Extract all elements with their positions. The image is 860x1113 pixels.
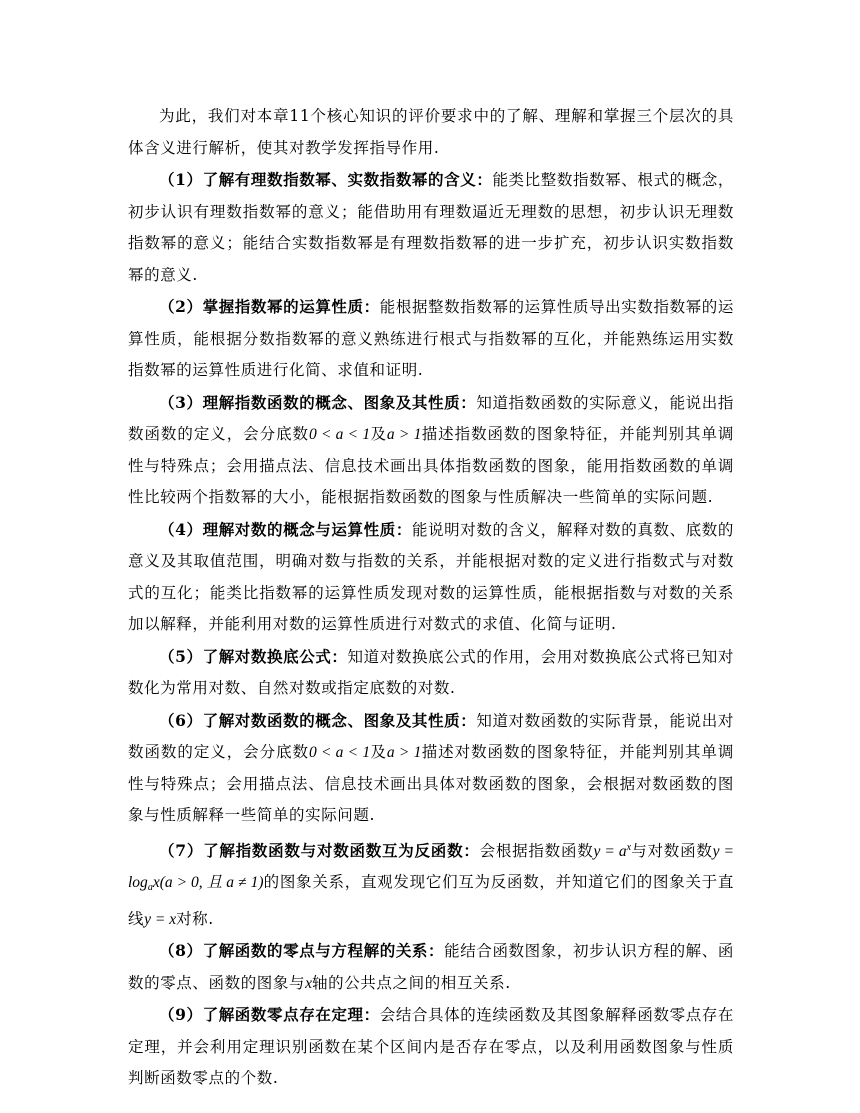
- item-1-heading: （1）了解有理数指数幂、实数指数幂的含义：: [159, 170, 493, 189]
- item-3-body-before: 知道指数函数的实际意义，能说出指数函数的定义，会分底数: [128, 393, 734, 443]
- item-7-text-3: 的图象关系，直观发现它们互为反函数，并知道它们的图象关于直线: [128, 873, 734, 928]
- item-8-body-before: 能结合函数图象，初步认识方程的解、函数的零点、函数的图象与: [128, 942, 734, 992]
- item-8-body-after: 轴的公共点之间的相互关系.: [312, 973, 511, 992]
- item-9-paragraph: [128, 999, 734, 1095]
- item-5-body: 知道对数换底公式的作用，会用对数换底公式将已知对数化为常用对数、自然对数或指定底数的对数.: [128, 647, 734, 697]
- item-7-text-2: 与对数函数: [631, 841, 713, 860]
- item-3-paragraph: [128, 387, 734, 514]
- line-equation: y = x: [144, 910, 177, 928]
- item-6-paragraph: [128, 705, 734, 832]
- item-4-body: 能说明对数的含义，解释对数的真数、底数的意义及其取值范围，明确对数与指数的关系，并能根据对数的定义进行指数式与对数式的互化；能类比指数幂的运算性质发现对数的运算性质，能根据指数与对数的关系加以解释，并能利用对数的运算性质进行对数式的求值、化简与证明.: [128, 520, 734, 633]
- item-9-body: 会结合具体的连续函数及其图象解释函数零点存在定理，并会利用定理识别函数在某个区间内是否存在零点，以及利用函数图象与性质判断函数零点的个数.: [128, 1006, 735, 1087]
- item-2-heading: （2）掌握指数幂的运算性质：: [159, 297, 380, 316]
- item-5-heading: （5）了解对数换底公式：: [159, 646, 348, 666]
- item-3-conjunction: 及: [370, 425, 387, 443]
- item-8-heading: （8）了解函数的零点与方程解的关系：: [159, 941, 445, 960]
- item-1-paragraph: [128, 164, 734, 291]
- item-4-heading: （4）理解对数的概念与运算性质：: [159, 519, 412, 539]
- item-4-paragraph: [128, 514, 734, 641]
- log-fn-prefix: y = log: [128, 842, 734, 891]
- item-3-heading: （3）理解指数函数的概念、图象及其性质：: [159, 392, 477, 412]
- log-fn-postfix: x(a > 0, 且 a ≠ 1): [152, 874, 264, 891]
- intro-paragraph: 为此，我们对本章11个核心知识的评价要求中的了解、理解和掌握三个层次的具体含义进行解析，使其对教学发挥指导作用.: [128, 107, 734, 157]
- item-3-body-after: 描述指数函数的图象特征，并能判别其单调性与特殊点；会用描点法、信息技术画出具体指数函数的图象，能用指数函数的单调性比较两个指数幂的大小，能根据指数函数的图象与性质解决一些简单的实际问题.: [128, 425, 734, 506]
- log-fn-base: a: [147, 882, 153, 893]
- item-3-condition-1: 0 < a < 1: [309, 426, 371, 443]
- item-6-body-after: 描述对数函数的图象特征，并能判别其单调性与特殊点；会用描点法、信息技术画出具体对数函数的图象，会根据对数函数的图象与性质解释一些简单的实际问题.: [128, 743, 734, 824]
- item-6-conjunction: 及: [370, 743, 387, 761]
- item-5-paragraph: [128, 641, 734, 705]
- item-7-paragraph: [128, 832, 734, 936]
- item-6-body-before: 知道对数函数的实际背景，能说出对数函数的定义，会分底数: [128, 711, 734, 761]
- exp-fn-exponent: x: [626, 841, 632, 853]
- item-6-heading: （6）了解对数函数的概念、图象及其性质：: [159, 710, 477, 730]
- item-9-heading: （9）了解函数零点存在定理：: [159, 1005, 380, 1024]
- item-8-paragraph: [128, 935, 734, 999]
- item-8-variable: x: [305, 974, 312, 992]
- exp-fn-base: y = a: [593, 842, 627, 860]
- item-7-heading: （7）了解指数函数与对数函数互为反函数：: [159, 840, 480, 860]
- exponential-function-formula: [593, 843, 631, 860]
- item-7-text-1: 会根据指数函数: [479, 841, 594, 860]
- item-6-condition-2: a > 1: [386, 744, 422, 761]
- item-7-text-4: 对称.: [176, 909, 214, 928]
- item-2-body: 能根据整数指数幂的运算性质导出实数指数幂的运算性质，能根据分数指数幂的意义熟练进行根式与指数幂的互化，并能熟练运用实数指数幂的运算性质进行化简、求值和证明.: [128, 298, 735, 379]
- document-body: [128, 101, 734, 1095]
- item-1-body: 能类比整数指数幂、根式的概念，初步认识有理数指数幂的意义；能借助用有理数逼近无理数的思想，初步认识无理数指数幂的意义；能结合实数指数幂是有理数指数幂的进一步扩充，初步认识实数指数幂的意义.: [128, 171, 734, 284]
- item-2-paragraph: [128, 291, 734, 387]
- item-3-condition-2: a > 1: [386, 426, 422, 443]
- item-6-condition-1: 0 < a < 1: [309, 744, 371, 761]
